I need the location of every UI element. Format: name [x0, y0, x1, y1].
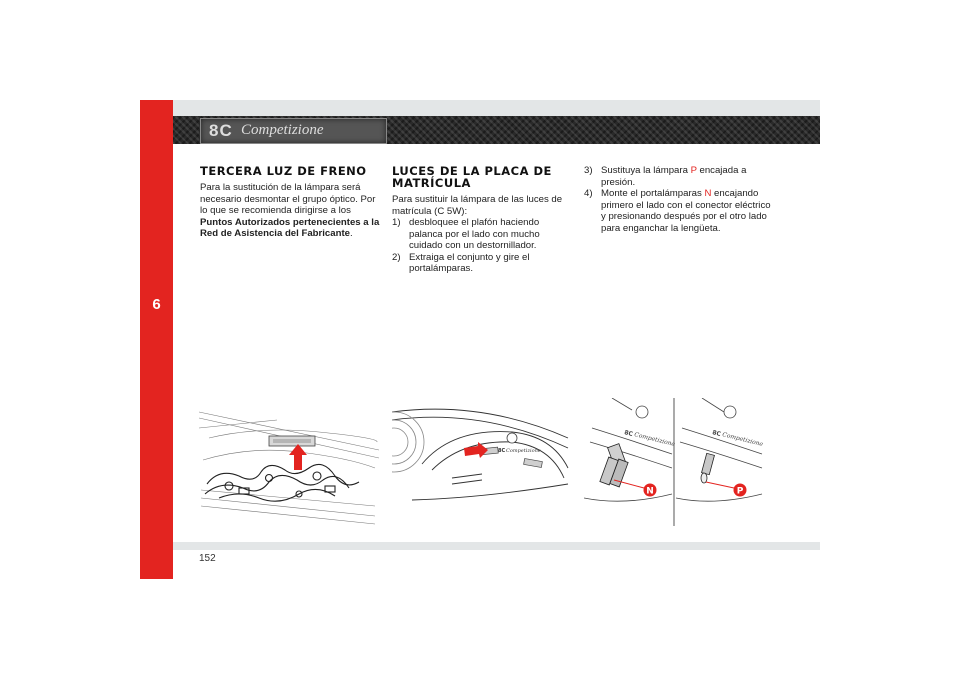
red-arrow-up-icon	[289, 444, 307, 470]
section-license-plate-lights	[392, 165, 572, 275]
section-title: TERCERA LUZ DE FRENO	[200, 164, 367, 178]
header-logo	[200, 118, 387, 144]
page-number: 152	[199, 553, 216, 564]
section-intro: Para sustituir la lámpara de las luces de matrícula (C 5W):	[392, 194, 563, 217]
callout-label-p: P	[736, 486, 744, 497]
fig-logo-bc: 8C	[498, 448, 506, 454]
emblem-icon	[636, 406, 648, 418]
fig-logo-bc: 8C	[711, 429, 722, 439]
list-item-text-pre: Sustituya la lámpara	[601, 165, 691, 176]
chapter-side-bar	[140, 100, 173, 579]
brake-light-illustration	[199, 398, 379, 528]
speaker-circle	[392, 412, 424, 472]
section-third-brake-light	[200, 165, 380, 240]
header-band	[173, 100, 820, 116]
paragraph-bold: Puntos Autorizados pertenecientes a la Red de Asistencia del Fabricante	[200, 216, 380, 239]
list-item-number: 4)	[584, 188, 593, 199]
figure-third-brake-light	[199, 398, 379, 528]
figure-lamp-holder-steps	[584, 398, 764, 528]
lamp-p	[701, 453, 714, 483]
lamp-holder-illustration	[584, 398, 764, 528]
list-item-letter: N	[704, 188, 712, 199]
list-item-number: 3)	[584, 165, 593, 176]
list-item-text-post: encajada a presión.	[601, 165, 747, 188]
section-paragraph	[200, 182, 380, 240]
list-item-text: desbloquee el plafón haciendo palanca por el lado con mucho cuidado con un destornillador.	[409, 217, 540, 251]
chapter-number: 6	[152, 296, 161, 313]
list-item-text-pre: Monte el portalámparas	[601, 188, 705, 199]
red-arrow-right-icon	[464, 442, 488, 458]
figure-plate-light-removal	[392, 398, 572, 528]
list-item-text-post: encajando primero el lado con el conector eléctrico y presionando después por el otro lado para enganchar la lengüeta.	[601, 188, 771, 234]
list-item-letter: P	[690, 165, 697, 176]
list-item	[584, 165, 774, 188]
list-item	[392, 217, 572, 252]
plate-light-illustration	[392, 398, 572, 528]
logo-script-text: Competizione	[241, 122, 324, 138]
list-item	[584, 188, 774, 234]
paragraph-end: .	[350, 228, 353, 239]
emblem-icon	[507, 433, 517, 443]
fig-logo-script: Competizione	[721, 431, 764, 449]
list-item-number: 1)	[392, 217, 401, 228]
callout-label-n: N	[646, 486, 654, 497]
logo-bc-text: 8C	[209, 121, 233, 140]
list-item	[392, 252, 572, 275]
footer-band	[173, 542, 820, 550]
fig-logo-script: Competizione	[506, 448, 541, 454]
list-item-text: Extraiga el conjunto y gire el portalámparas.	[409, 251, 530, 274]
callout-p	[706, 482, 747, 497]
fig-logo-bc: 8C	[623, 429, 634, 439]
section-title-line1: LUCES DE LA PLACA DE	[392, 164, 552, 178]
section-steps-continued	[584, 165, 774, 234]
paragraph-text: Para la sustitución de la lámpara será necesario desmontar el grupo óptico. Por lo que se recomienda dirigirse a los	[200, 182, 376, 216]
emblem-icon	[724, 406, 736, 418]
plate-light-right	[524, 458, 543, 467]
section-title-line2: MATRÍCULA	[392, 176, 471, 190]
list-item-number: 2)	[392, 251, 401, 263]
fig-logo-script: Competizione	[633, 431, 676, 449]
